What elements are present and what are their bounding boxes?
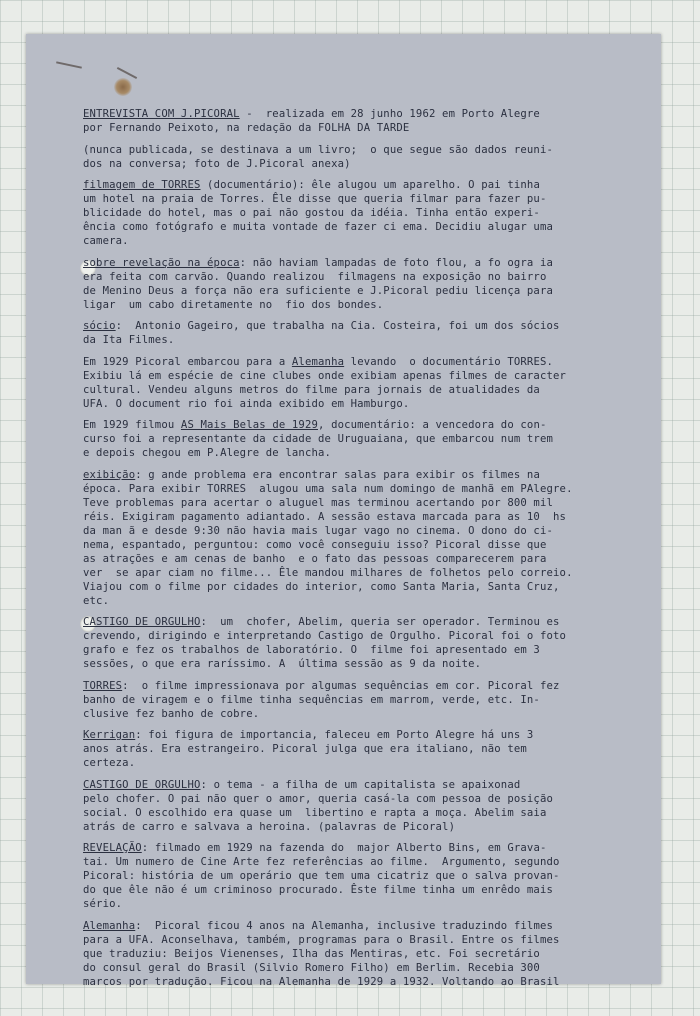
underlined-heading: Alemanha (83, 919, 136, 932)
text-segment: levando o documentário TORRES. (344, 355, 554, 368)
text-line (83, 897, 658, 911)
text-line (83, 552, 658, 566)
text-segment: dos na conversa; foto de J.Picoral anexa) (83, 157, 351, 170)
text-segment: blicidade do hotel, mas o pai não gostou da idéia. Tinha então experi- (83, 207, 540, 219)
underlined-heading: ENTREVISTA COM J.PICORAL (83, 108, 240, 120)
text-line (83, 178, 658, 192)
text-line (83, 496, 658, 510)
text-line (83, 792, 658, 806)
text-segment: época. Para exibir TORRES alugou uma sala num domingo de manhã em PAlegre. (83, 482, 573, 495)
text-line (83, 756, 658, 770)
text-segment: camera. (83, 235, 129, 247)
text-line (83, 319, 658, 333)
text-line (83, 333, 658, 347)
text-line (83, 468, 658, 482)
text-line (83, 742, 658, 756)
text-line (83, 432, 658, 446)
underlined-heading: exibição (83, 468, 136, 481)
text-line (83, 220, 658, 234)
text-line (83, 157, 658, 171)
paragraph (83, 256, 658, 312)
text-line (83, 107, 658, 121)
text-line (83, 143, 658, 157)
text-segment: era feita com carvão. Quando realizou filmagens na exposição no bairro (83, 270, 547, 283)
underlined-heading: Kerrigan (83, 729, 136, 741)
text-segment: UFA. O document rio foi ainda exibido em Hamburgo. (83, 397, 410, 410)
text-line (83, 256, 658, 270)
text-line (83, 298, 658, 312)
text-line (83, 524, 658, 538)
text-segment: Em 1929 filmou (83, 419, 181, 431)
text-segment: nema, espantado, perguntou: como você conseguiu isso? Picoral disse que (83, 538, 547, 551)
paragraph (83, 319, 658, 347)
text-line (83, 975, 658, 989)
underlined-heading: AS Mais Belas de 1929 (180, 419, 319, 431)
text-segment: marcos por tradução. Ficou na Alemanha de 1929 a 1932. Voltando ao Brasil (83, 975, 560, 988)
text-line (83, 566, 658, 580)
text-line (83, 961, 658, 975)
text-line (83, 510, 658, 524)
text-line (83, 284, 658, 298)
text-line (83, 919, 658, 933)
text-line (83, 206, 658, 220)
text-line (83, 778, 658, 792)
text-line (83, 933, 658, 947)
text-segment: ência como fotógrafo e muita vontade de fazer ci ema. Decidiu alugar uma (83, 221, 554, 233)
text-line (83, 869, 658, 883)
text-segment: (documentário): êle alugou um aparelho. O pai tinha (200, 179, 540, 191)
text-segment: anos atrás. Era estrangeiro. Picoral julga que era italiano, não tem (83, 743, 527, 755)
paragraph (83, 615, 658, 671)
underlined-heading: TORRES (83, 679, 123, 692)
text-line (83, 270, 658, 284)
text-segment: grafo e fez os trabalhos de laboratório. O filme foi apresentado em 3 (83, 644, 540, 656)
text-line (83, 446, 658, 460)
text-segment: clusive fez banho de cobre. (83, 707, 260, 720)
text-segment: : o filme impressionava por algumas sequências em cor. Picoral fez (122, 679, 560, 692)
paragraph (83, 679, 658, 721)
text-segment: : Picoral ficou 4 anos na Alemanha, inclusive traduzindo filmes (135, 919, 554, 932)
text-segment: banho de viragem e o filme tinha sequências em marrom, verde, etc. In- (83, 693, 540, 706)
text-line (83, 657, 658, 671)
pencil-mark (117, 67, 137, 79)
underlined-heading: sobre revelação na época (83, 256, 240, 269)
text-segment: Em 1929 Picoral embarcou para a (83, 355, 292, 368)
text-segment: : g ande problema era encontrar salas para exibir os filmes na (135, 468, 540, 481)
text-segment: de Menino Deus a força não era suficiente e J.Picoral pediu licença para (83, 284, 554, 297)
text-segment: ver se apar ciam no filme... Êle mandou milhares de folhetos pelo correio. (83, 566, 573, 579)
text-line (83, 234, 658, 248)
text-segment: sessões, o que era raríssimo. A última sessão as 9 da noite. (83, 658, 482, 670)
text-segment: tai. Um numero de Cine Arte fez referências ao filme. Argumento, segundo (83, 856, 560, 868)
text-segment: pelo chofer. O pai não quer o amor, queria casá-la com pessoa de posição (83, 792, 554, 805)
text-segment: : o tema - a filha de um capitalista se apaixonad (200, 778, 521, 791)
underlined-heading: sócio (83, 320, 116, 332)
paragraph (83, 178, 658, 248)
text-segment: (nunca publicada, se destinava a um livro; o que segue são dados reuni- (83, 143, 554, 156)
text-line (83, 580, 658, 594)
text-segment: atrás de carro e salvava a heroina. (palavras de Picoral) (83, 820, 456, 833)
text-segment: Teve problemas para acertar o aluguel mas terminou acertando por 800 mil (83, 496, 554, 509)
text-segment: sério. (83, 898, 123, 910)
underlined-heading: Alemanha (291, 355, 345, 368)
underlined-heading: filmagem de TORRES (83, 179, 201, 191)
text-segment: certeza. (83, 757, 136, 769)
text-segment: social. O escolhido era quase um libertino e rapta a moça. Abelim saia (83, 806, 547, 819)
text-line (83, 679, 658, 693)
text-segment: - realizada em 28 junho 1962 em Porto Alegre (239, 108, 540, 120)
text-segment: por Fernando Peixoto, na redação da FOLHA DA TARDE (83, 122, 410, 134)
text-line (83, 594, 658, 608)
text-line (83, 192, 658, 206)
text-segment: Picoral: história de um operário que tem uma cicatriz que o salva provan- (83, 870, 560, 882)
paragraph (83, 107, 658, 135)
text-segment: curso foi a representante da cidade de Uruguaiana, que embarcou num trem (83, 433, 554, 445)
text-segment: : não haviam lampadas de foto flou, a fo ogra ia (239, 256, 554, 269)
text-line (83, 806, 658, 820)
text-line (83, 482, 658, 496)
paragraph (83, 919, 658, 989)
text-line (83, 629, 658, 643)
pencil-mark (56, 61, 82, 68)
text-line (83, 383, 658, 397)
paragraph (83, 778, 658, 834)
text-segment: : Antonio Gageiro, que trabalha na Cia. Costeira, foi um dos sócios (115, 320, 560, 332)
text-segment: as atrações e am cenas de banho e o fato das pessoas comparecerem para (83, 552, 547, 565)
text-line (83, 693, 658, 707)
text-segment: : um chofer, Abelim, queria ser operador. Terminou es (200, 616, 560, 628)
text-segment: : filmado em 1929 na fazenda do major Alberto Bins, em Grava- (141, 842, 547, 854)
document-text (83, 107, 658, 996)
text-line (83, 820, 658, 834)
text-line (83, 121, 658, 135)
text-segment: Exibiu lá em espécie de cine clubes onde exibiam apenas filmes de caracter (83, 369, 567, 382)
paragraph (83, 143, 658, 171)
text-segment: ligar um cabo diretamente no fio dos bondes. (83, 298, 384, 311)
text-line (83, 728, 658, 742)
text-segment: , documentário: a vencedora do con- (318, 419, 547, 431)
text-segment: para a UFA. Aconselhava, também, programas para o Brasil. Entre os filmes (83, 933, 560, 946)
paragraph (83, 841, 658, 911)
text-line (83, 615, 658, 629)
text-line (83, 643, 658, 657)
text-segment: que traduziu: Beijos Vienenses, Ilha das Mentiras, etc. Foi secretário (83, 947, 540, 960)
text-segment: do consul geral do Brasil (Silvio Romero Filho) em Berlim. Recebia 300 (83, 961, 540, 974)
text-line (83, 883, 658, 897)
underlined-heading: REVELAÇÃO (83, 842, 142, 854)
text-segment: da Ita Filmes. (83, 334, 175, 346)
text-line (83, 947, 658, 961)
text-segment: cultural. Vendeu alguns metros do filme para jornais de atualidades da (83, 383, 540, 396)
paragraph (83, 355, 658, 411)
underlined-heading: CASTIGO DE ORGULHO (83, 616, 201, 628)
text-segment: : foi figura de importancia, faleceu em Porto Alegre há uns 3 (135, 729, 534, 741)
text-line (83, 855, 658, 869)
underlined-heading: CASTIGO DE ORGULHO (83, 778, 201, 791)
text-segment: crevendo, dirigindo e interpretando Castigo de Orgulho. Picoral foi o foto (83, 630, 567, 642)
text-line (83, 841, 658, 855)
text-line (83, 707, 658, 721)
text-line (83, 355, 658, 369)
text-segment: um hotel na praia de Torres. Êle disse que queria filmar para fazer pu- (83, 193, 547, 205)
paragraph (83, 468, 658, 608)
text-line (83, 538, 658, 552)
text-segment: do que êle não é um criminoso procurado. Êste filme tinha um enrêdo mais (83, 884, 554, 896)
paragraph (83, 728, 658, 770)
text-segment: etc. (83, 594, 110, 607)
text-line (83, 397, 658, 411)
paragraph (83, 418, 658, 460)
text-line (83, 369, 658, 383)
rust-stain (114, 78, 132, 96)
text-segment: réis. Exigiram pagamento adiantado. A sessão estava marcada para as 10 hs (83, 510, 567, 523)
text-segment: e depois chegou em P.Alegre de lancha. (83, 447, 332, 459)
text-line (83, 418, 658, 432)
text-segment: da man ã e desde 9:30 não havia mais lugar vago no cinema. O dono do ci- (83, 524, 554, 537)
text-segment: Viajou com o filme por cidades do interior, como Santa Maria, Santa Cruz, (83, 580, 560, 593)
